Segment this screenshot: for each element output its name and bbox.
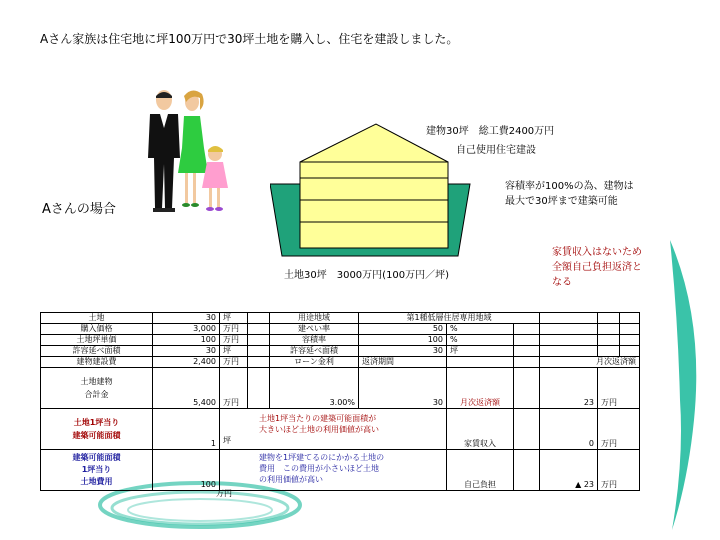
- cell-unit-price-unit: 万円: [220, 335, 248, 346]
- cell-land-unit: 坪: [220, 313, 248, 324]
- cell-interest-label: ローン金利: [270, 357, 359, 368]
- cell-floor-area-label: 許容延べ面積: [41, 346, 153, 357]
- cell-empty: [248, 368, 270, 409]
- cell-land-label: 土地: [41, 313, 153, 324]
- cell-cost-label: [41, 450, 153, 491]
- family-illustration: [130, 88, 245, 218]
- cell-build-cost-label: 建物建設費: [41, 357, 153, 368]
- cell-empty: [598, 346, 620, 357]
- cell-empty: [620, 335, 640, 346]
- cell-empty: [248, 313, 270, 324]
- cell-price-unit: 万円: [220, 324, 248, 335]
- area-label-line-2: 建築可能面積: [72, 431, 121, 440]
- cell-zone-label: 用途地域: [270, 313, 359, 324]
- building-caption-2: 自己使用住宅建設: [456, 145, 536, 156]
- ratio-caption-1: 容積率が100%の為、建物は: [505, 181, 634, 192]
- cell-self-unit: 万円: [598, 450, 640, 491]
- cell-empty: [447, 357, 514, 368]
- cost-note-line-2: 費用 この費用が小さいほど土地: [259, 464, 379, 473]
- cell-rent-label: 家賃収入: [447, 409, 514, 450]
- cell-area-label: [41, 409, 153, 450]
- cell-monthly-value: 23: [540, 368, 598, 409]
- cell-area-note: [220, 409, 447, 450]
- cell-floor-area-value: 30: [153, 346, 220, 357]
- cost-note-line-3: の利用価値が高い: [259, 475, 323, 484]
- cell-far-label: 容積率: [270, 335, 359, 346]
- cell-empty: [620, 313, 640, 324]
- cell-zone-value: 第1種低層住居専用地域: [359, 313, 540, 324]
- cell-empty: [540, 346, 598, 357]
- cell-unit-price-value: 100: [153, 335, 220, 346]
- cell-cost-value: 100: [153, 450, 220, 491]
- cell-monthly-unit: 万円: [598, 368, 640, 409]
- cell-cost-note: [220, 450, 447, 491]
- cell-build-cost-value: 2,400: [153, 357, 220, 368]
- land-caption: 土地30坪 3000万円(100万円／坪): [284, 270, 450, 281]
- cell-coverage-unit: %: [447, 324, 514, 335]
- cell-empty: [514, 346, 540, 357]
- cell-empty: [540, 313, 598, 324]
- cell-monthly-header: 月次返済額: [540, 357, 640, 368]
- total-label-line-1: 土地建物: [80, 377, 113, 386]
- cost-note-line-1: 建物を1坪建てるのにかかる土地の: [259, 453, 385, 462]
- loan-table: [40, 312, 640, 491]
- cell-self-label: 自己負担: [447, 450, 514, 491]
- building-caption-1: 建物30坪 総工費2400万円: [426, 126, 555, 137]
- cell-rent-unit: 万円: [598, 409, 640, 450]
- cell-floor-area2-unit: 坪: [447, 346, 514, 357]
- cell-unit-price-label: 土地坪単価: [41, 335, 153, 346]
- rent-caption-1: 家賃収入はないため: [552, 247, 642, 258]
- case-label: Aさんの場合: [42, 202, 116, 217]
- table-row: [41, 368, 640, 409]
- cell-far-unit: %: [447, 335, 514, 346]
- table-row: [41, 357, 640, 368]
- cell-empty: [514, 324, 540, 335]
- area-note-line-2: 大きいほど土地の利用価値が高い: [259, 425, 379, 434]
- table-row: [41, 324, 640, 335]
- cell-floor-area2-value: 30: [359, 346, 447, 357]
- headline: Aさん家族は住宅地に坪100万円で30坪土地を購入し、住宅を建設しました。: [40, 32, 459, 46]
- cell-empty: [514, 368, 540, 409]
- cell-total-label: [41, 368, 153, 409]
- cell-empty: [540, 335, 598, 346]
- table-row: [41, 450, 640, 491]
- cell-build-cost-unit: 万円: [220, 357, 248, 368]
- cell-total-unit: 万円: [220, 368, 248, 409]
- cell-period-label: 返済期間: [359, 357, 447, 368]
- table-row: [41, 409, 640, 450]
- cell-total-value: 5,400: [153, 368, 220, 409]
- ratio-caption-2: 最大で30坪まで建築可能: [505, 196, 618, 207]
- cost-label-line-3: 土地費用: [80, 477, 113, 486]
- cell-empty: [598, 335, 620, 346]
- area-label-line-1: 土地1坪当り: [73, 418, 120, 427]
- cell-empty: [514, 409, 540, 450]
- cell-rent-value: 0: [540, 409, 598, 450]
- cost-label-line-2: 1坪当り: [81, 465, 112, 474]
- cell-self-value: ▲ 23: [540, 450, 598, 491]
- table-row: [41, 313, 640, 324]
- cell-far-value: 100: [359, 335, 447, 346]
- cell-empty: [248, 335, 270, 346]
- cell-empty: [598, 324, 620, 335]
- cell-empty: [620, 324, 640, 335]
- cell-empty: [620, 346, 640, 357]
- cell-empty: [248, 324, 270, 335]
- cell-empty: [540, 324, 598, 335]
- area-note-line-1: 土地1坪当たりの建築可能面積が: [259, 414, 377, 423]
- cell-empty: [248, 357, 270, 368]
- cell-empty: [514, 450, 540, 491]
- cell-area-value: 1: [153, 409, 220, 450]
- cell-period-value: 30: [359, 368, 447, 409]
- area-unit: 坪: [223, 436, 231, 445]
- cell-land-value: 30: [153, 313, 220, 324]
- rent-caption-2: 全額自己負担返済と: [552, 262, 642, 273]
- cell-empty: [248, 346, 270, 357]
- cell-floor-area-unit: 坪: [220, 346, 248, 357]
- cell-monthly-label: 月次返済額: [447, 368, 514, 409]
- cell-rate-value: 3.00%: [270, 368, 359, 409]
- house-diagram: [270, 120, 480, 260]
- cost-label-line-1: 建築可能面積: [72, 453, 121, 462]
- total-label-line-2: 合計金: [84, 390, 109, 399]
- cell-coverage-value: 50: [359, 324, 447, 335]
- cost-unit-label: 万円: [216, 489, 232, 498]
- table-row: [41, 335, 640, 346]
- house-body: [300, 162, 448, 248]
- cell-floor-area2-label: 許容延べ面積: [270, 346, 359, 357]
- cell-empty: [514, 335, 540, 346]
- cell-price-label: 購入価格: [41, 324, 153, 335]
- cell-empty: [514, 357, 540, 368]
- cell-price-value: 3,000: [153, 324, 220, 335]
- swoosh-decoration-right: [664, 240, 704, 530]
- cell-coverage-label: 建ぺい率: [270, 324, 359, 335]
- rent-caption-3: なる: [552, 277, 572, 288]
- table-row: [41, 346, 640, 357]
- cell-empty: [598, 313, 620, 324]
